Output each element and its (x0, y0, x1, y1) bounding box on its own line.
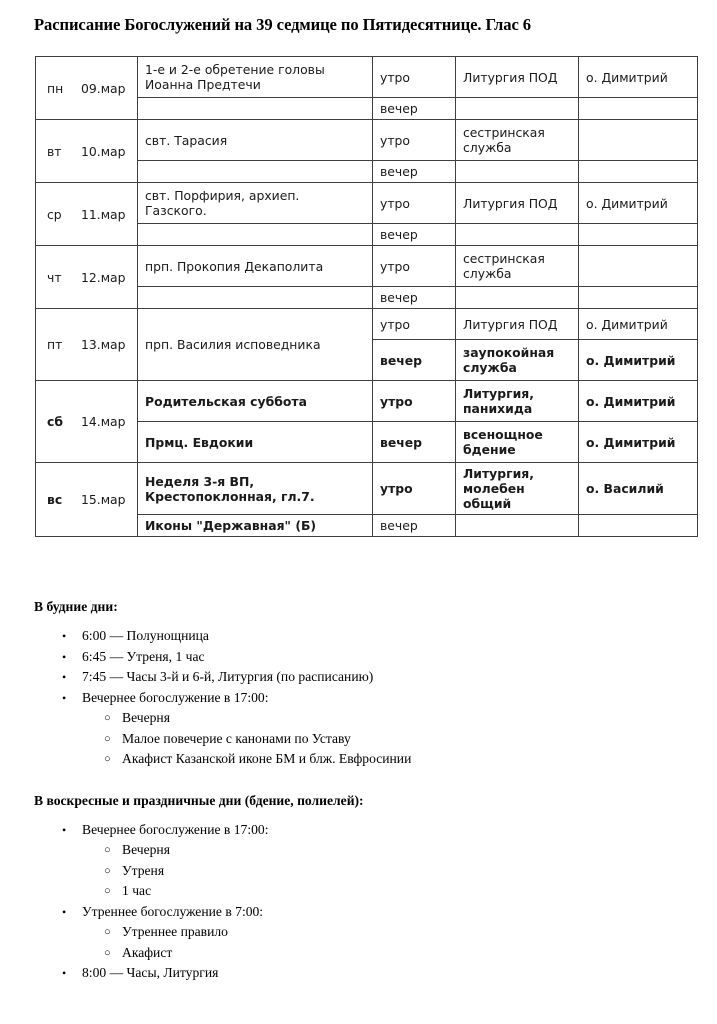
service-cell (456, 98, 579, 120)
list-item (82, 922, 717, 943)
list-item (0, 647, 717, 668)
list-item (0, 902, 717, 964)
description-cell: Родительская суббота (138, 381, 373, 422)
priest-cell (579, 98, 698, 120)
list-item-label: Утреннее богослужение в 7:00: (82, 903, 264, 919)
circle-bullet-icon: ○ (104, 885, 111, 897)
date-label: 11.мар (81, 206, 126, 222)
holiday-service-list (0, 820, 717, 984)
bullet-icon: • (62, 670, 67, 684)
list-item-label: Вечерня (122, 710, 170, 725)
description-line-2: Газского. (145, 203, 207, 218)
service-line-3: общий (463, 496, 512, 511)
weekday-section-heading: В будние дни: (34, 599, 118, 614)
service-cell: Литургия ПОД (456, 309, 579, 340)
service-cell (456, 422, 579, 463)
service-cell: Литургия ПОД (456, 183, 579, 224)
bullet-icon: • (62, 629, 67, 643)
list-item-label: Утреня (122, 862, 165, 878)
list-item-label: Вечернее богослужение в 17:00: (82, 689, 269, 705)
list-item-label: 6:00 — Полунощница (82, 628, 209, 643)
list-item (0, 820, 717, 902)
service-line-2: молебен (463, 481, 525, 496)
day-cell-2 (36, 183, 138, 246)
circle-bullet-icon: ○ (104, 926, 111, 938)
list-item (82, 840, 717, 861)
time-cell: утро (373, 309, 456, 340)
date-label: 10.мар (81, 143, 126, 159)
priest-cell: о. Димитрий (579, 340, 698, 381)
priest-cell: о. Димитрий (579, 381, 698, 422)
service-line-1: сестринская (463, 251, 545, 266)
schedule-table-body (36, 57, 698, 537)
list-item (0, 963, 717, 984)
weekday-abbr: вс (47, 492, 63, 507)
list-item-label: 1 час (122, 883, 152, 898)
table-row (36, 246, 698, 287)
time-cell: вечер (373, 515, 456, 537)
priest-cell (579, 161, 698, 183)
list-item-label: 8:00 — Часы, Литургия (82, 965, 219, 980)
priest-cell: о. Димитрий (579, 183, 698, 224)
evening-subservice-list (82, 840, 717, 902)
table-row (36, 463, 698, 515)
schedule-table (35, 56, 698, 537)
service-line-1: сестринская (463, 125, 545, 140)
service-line-2: служба (463, 140, 512, 155)
description-cell (138, 161, 373, 183)
holiday-section-heading: В воскресные и праздничные дни (бдение, полиелей): (34, 792, 364, 808)
weekday-abbr: чт (47, 269, 62, 285)
weekday-abbr: пт (47, 337, 63, 352)
day-cell-6 (36, 463, 138, 537)
description-cell (138, 98, 373, 120)
list-item (82, 749, 717, 770)
description-line-1: 1-е и 2-е обретение головы (145, 62, 325, 77)
list-item-label: Акафист (122, 944, 173, 960)
time-cell: утро (373, 183, 456, 224)
morning-subservice-list (82, 922, 717, 963)
circle-bullet-icon: ○ (104, 864, 111, 877)
service-cell (456, 381, 579, 422)
priest-cell (579, 515, 698, 537)
service-line-1: заупокойная (463, 345, 555, 360)
list-item-label: Акафист Казанской иконе БМ и блж. Евфросинии (122, 751, 412, 766)
description-line-2: Иоанна Предтечи (145, 77, 261, 92)
description-cell (138, 57, 373, 98)
table-row (36, 183, 698, 224)
time-cell: утро (373, 246, 456, 287)
weekday-abbr: сб (47, 414, 63, 429)
time-cell: вечер (373, 161, 456, 183)
day-cell-0 (36, 57, 138, 120)
service-line-2: панихида (463, 401, 533, 416)
service-line-2: служба (463, 360, 517, 375)
priest-cell: о. Василий (579, 463, 698, 515)
list-item (82, 729, 717, 750)
bullet-icon: • (62, 649, 67, 664)
day-cell-1 (36, 120, 138, 183)
day-cell-4 (36, 309, 138, 381)
weekday-abbr: ср (47, 206, 62, 222)
description-cell: Иконы "Державная" (Б) (138, 515, 373, 537)
time-cell: вечер (373, 287, 456, 309)
list-item-label: Вечернее богослужение в 17:00: (82, 821, 269, 837)
list-item (0, 667, 717, 688)
list-item (82, 861, 717, 882)
day-cell-3 (36, 246, 138, 309)
date-label: 14.мар (81, 414, 126, 429)
service-cell (456, 287, 579, 309)
priest-cell: о. Димитрий (579, 57, 698, 98)
description-line-2: Крестопоклонная, гл.7. (145, 488, 315, 504)
evening-subservice-list (82, 708, 717, 770)
table-row (36, 57, 698, 98)
date-label: 15.мар (81, 492, 126, 507)
service-cell (456, 340, 579, 381)
description-cell: Прмц. Евдокии (138, 422, 373, 463)
time-cell: вечер (373, 422, 456, 463)
service-cell (456, 224, 579, 246)
time-cell: утро (373, 120, 456, 161)
time-cell: вечер (373, 98, 456, 120)
bullet-icon: • (62, 966, 67, 980)
notes-section (0, 598, 717, 984)
circle-bullet-icon: ○ (104, 946, 111, 959)
time-cell: вечер (373, 340, 456, 381)
table-row (36, 309, 698, 340)
service-line-1: всенощное (463, 427, 543, 442)
table-row (36, 381, 698, 422)
time-cell: утро (373, 57, 456, 98)
service-cell (456, 463, 579, 515)
date-label: 12.мар (81, 269, 126, 285)
circle-bullet-icon: ○ (104, 753, 111, 765)
service-line-1: Литургия, (463, 386, 534, 401)
description-cell (138, 463, 373, 515)
priest-cell (579, 120, 698, 161)
bullet-icon: • (62, 822, 67, 837)
date-label: 13.мар (81, 337, 126, 352)
service-line-1: Литургия, (463, 466, 534, 481)
time-cell: утро (373, 381, 456, 422)
circle-bullet-icon: ○ (104, 844, 111, 856)
list-item-label: Вечерня (122, 842, 170, 857)
circle-bullet-icon: ○ (104, 712, 111, 724)
priest-cell: о. Димитрий (579, 309, 698, 340)
circle-bullet-icon: ○ (104, 732, 111, 745)
priest-cell (579, 246, 698, 287)
priest-cell: о. Димитрий (579, 422, 698, 463)
list-item-label: Малое повечерие с канонами по Уставу (122, 730, 351, 746)
list-item (82, 943, 717, 964)
priest-cell (579, 287, 698, 309)
list-item-label: 7:45 — Часы 3-й и 6-й, Литургия (по расписанию) (82, 669, 374, 684)
list-item (82, 708, 717, 729)
list-item (0, 688, 717, 770)
day-cell-5 (36, 381, 138, 463)
service-cell (456, 120, 579, 161)
service-cell: Литургия ПОД (456, 57, 579, 98)
description-cell (138, 287, 373, 309)
table-row (36, 120, 698, 161)
service-cell (456, 161, 579, 183)
description-cell (138, 183, 373, 224)
description-line-1: свт. Порфирия, архиеп. (145, 188, 300, 203)
weekday-abbr: вт (47, 143, 62, 159)
description-cell: свт. Тарасия (138, 120, 373, 161)
bullet-icon: • (62, 690, 67, 705)
description-line-1: Неделя 3-я ВП, (145, 473, 255, 489)
description-cell (138, 224, 373, 246)
time-cell: вечер (373, 224, 456, 246)
description-cell: прп. Прокопия Декаполита (138, 246, 373, 287)
description-cell: прп. Василия исповедника (138, 309, 373, 381)
list-item (0, 626, 717, 647)
weekday-service-list (0, 626, 717, 770)
schedule-table-container (35, 56, 697, 537)
list-item (82, 881, 717, 902)
weekday-abbr: пн (47, 80, 64, 96)
service-line-2: бдение (463, 442, 516, 457)
time-cell: утро (373, 463, 456, 515)
list-item-label: Утреннее правило (122, 924, 228, 939)
service-cell (456, 246, 579, 287)
service-line-2: служба (463, 266, 512, 281)
priest-cell (579, 224, 698, 246)
page-title: Расписание Богослужений на 39 седмице по Пятидесятнице. Глас 6 (34, 15, 531, 34)
list-item-label: 6:45 — Утреня, 1 час (82, 648, 205, 664)
bullet-icon: • (62, 904, 67, 919)
service-cell (456, 515, 579, 537)
date-label: 09.мар (81, 80, 126, 96)
